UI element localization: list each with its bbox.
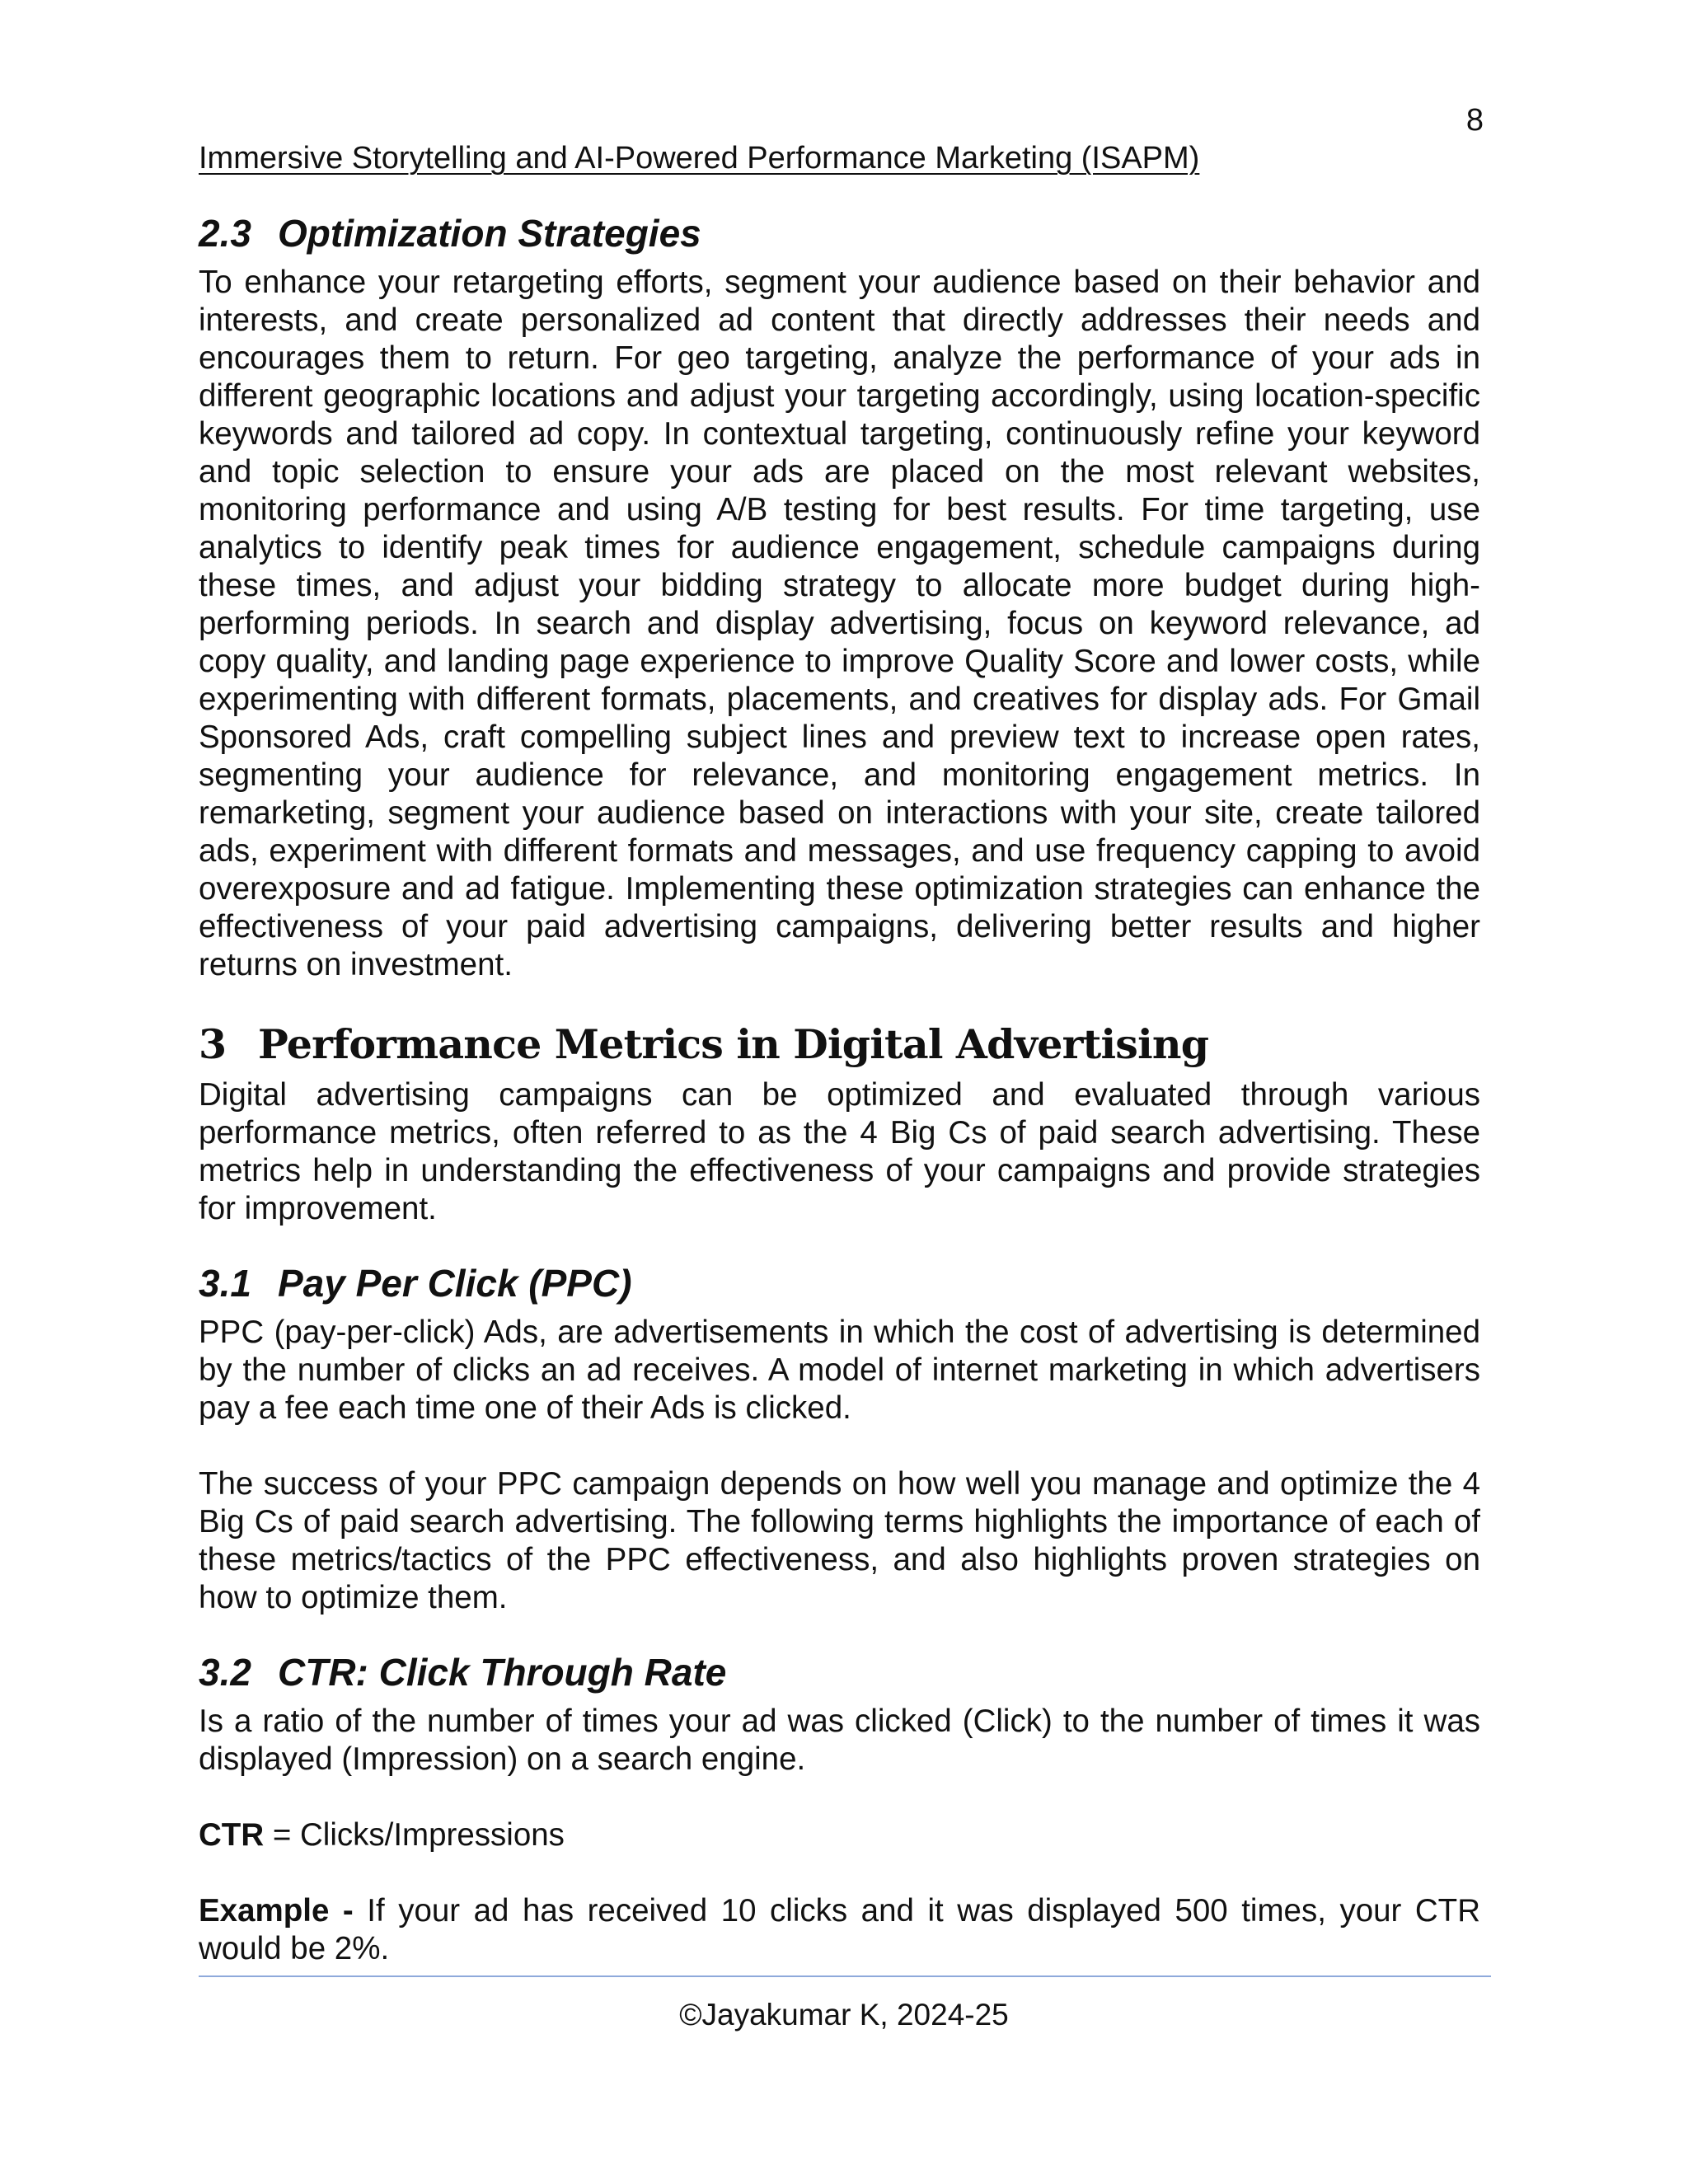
example-label: Example -	[199, 1893, 354, 1929]
ppc-paragraph-1: PPC (pay-per-click) Ads, are advertisements in which the cost of advertising is determined by the number of clicks an ad receives. A model of internet marketing in which advertisers pay a fee each time one of their Ads is clicked.	[199, 1315, 1480, 1426]
heading-title: Performance Metrics in Digital Advertising	[258, 1020, 1209, 1068]
ppc-paragraph-2: The success of your PPC campaign depends on how well you manage and optimize the 4 Big Cs of paid search advertising. The following terms highlights the importance of each of these metrics/tactics of the PPC effectiveness, and also highlights proven strategies on how to optimize them.	[199, 1466, 1480, 1615]
footer-divider	[199, 1975, 1491, 1977]
heading-number: 2.3	[199, 212, 251, 255]
heading-2-3	[199, 211, 1480, 255]
page-content	[199, 211, 1480, 1968]
heading-3-2	[199, 1650, 1480, 1694]
heading-title: Optimization Strategies	[278, 212, 701, 255]
page-number: 8	[1465, 103, 1484, 138]
footer-copyright: ©Jayakumar K, 2024-25	[679, 1998, 1009, 2032]
heading-3-1	[199, 1261, 1480, 1305]
metrics-paragraph: Digital advertising campaigns can be optimized and evaluated through various performance metrics, often referred to as the 4 Big Cs of paid search advertising. These metrics help in understanding the effectiveness of your campaigns and provide strategies for improvement.	[199, 1077, 1480, 1226]
ctr-example	[199, 1892, 1480, 1968]
heading-number: 3.2	[199, 1651, 251, 1694]
formula-label: CTR	[199, 1817, 265, 1853]
example-text: If your ad has received 10 clicks and it was displayed 500 times, your CTR would be 2%.	[199, 1893, 1480, 1966]
ctr-paragraph: Is a ratio of the number of times your ad was clicked (Click) to the number of times it was displayed (Impression) on a search engine.	[199, 1704, 1480, 1777]
heading-title: CTR: Click Through Rate	[278, 1651, 727, 1694]
heading-3	[199, 1019, 1480, 1070]
heading-title: Pay Per Click (PPC)	[278, 1262, 632, 1305]
running-header: Immersive Storytelling and AI-Powered Performance Marketing (ISAPM)	[199, 141, 1200, 176]
optimization-paragraph: To enhance your retargeting efforts, segment your audience based on their behavior and interests, and create personalized ad content that directly addresses their needs and encourages them to return. For geo targeting, analyze the performance of your ads in different geographic locations and adjust your targeting accordingly, using location-specific keywords and tailored ad copy. In contextual targeting, continuously refine your keyword and topic selection to ensure your ads are placed on the most relevant websites, monitoring performance and using A/B testing for best results. For time targeting, use analytics to identify peak times for audience engagement, schedule campaigns during these times, and adjust your bidding strategy to allocate more budget during high-performing periods. In search and display advertising, focus on keyword relevance, ad copy quality, and landing page experience to improve Quality Score and lower costs, while experimenting with different formats, placements, and creatives for display ads. For Gmail Sponsored Ads, craft compelling subject lines and preview text to increase open rates, segmenting your audience for relevance, and monitoring engagement metrics. In remarketing, segment your audience based on interactions with your site, create tailored ads, experiment with different formats and messages, and use frequency capping to avoid overexposure and ad fatigue. Implementing these optimization strategies can enhance the effectiveness of your paid advertising campaigns, delivering better results and higher returns on investment.	[199, 265, 1480, 982]
formula-text: = Clicks/Impressions	[264, 1817, 565, 1853]
ctr-formula	[199, 1816, 1480, 1854]
heading-number: 3.1	[199, 1262, 251, 1305]
heading-number: 3	[199, 1020, 227, 1068]
